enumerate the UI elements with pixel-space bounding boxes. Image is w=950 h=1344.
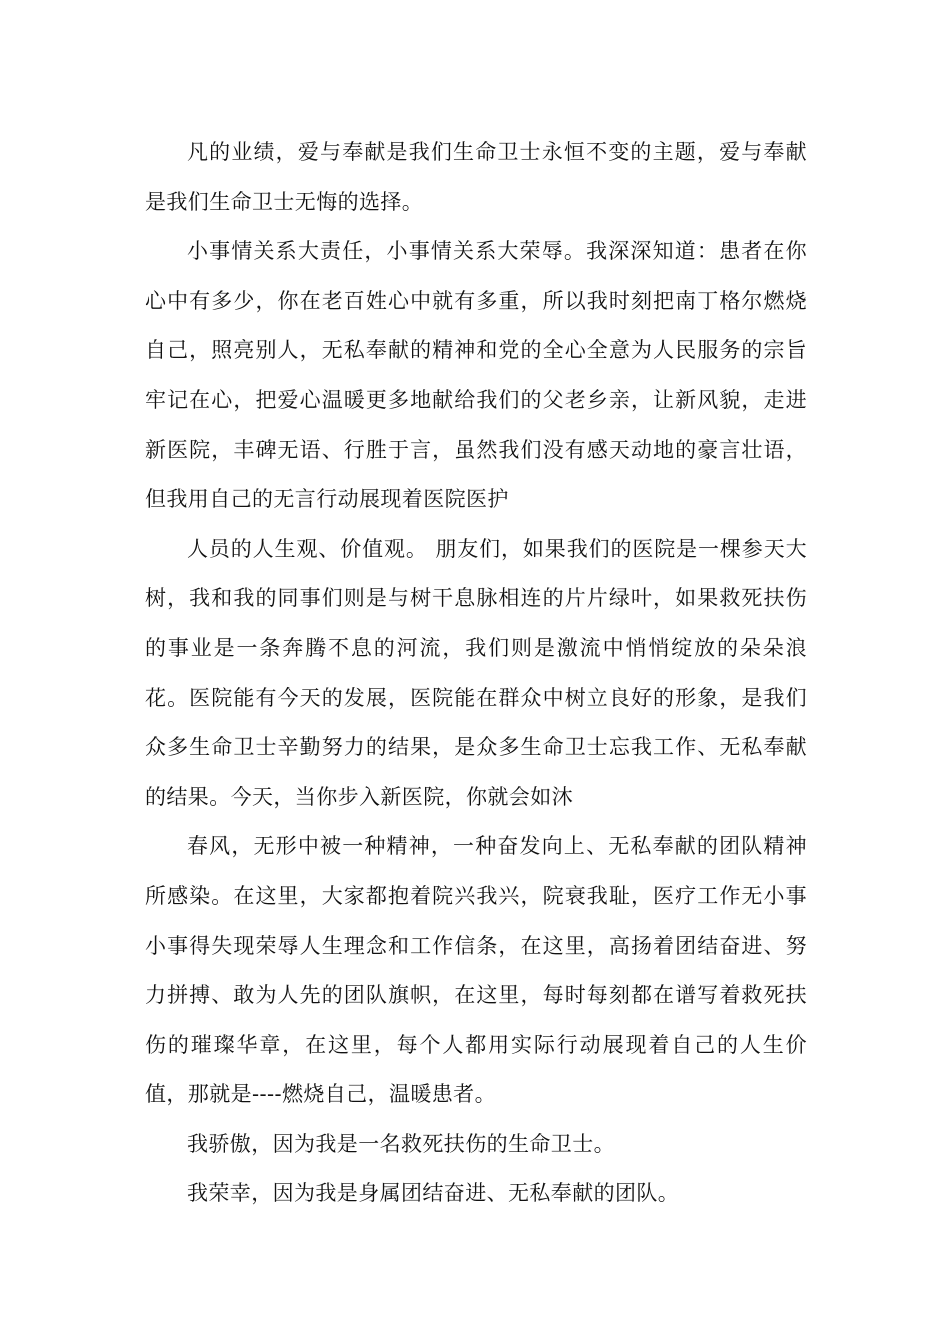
paragraph-2: 小事情关系大责任，小事情关系大荣辱。我深深知道：患者在你心中有多少，你在老百姓心中就有多重，所以我时刻把南丁格尔燃烧自己，照亮别人，无私奉献的精神和党的全心全意为人民服务的宗旨牢记在心，把爱心温暖更多地献给我们的父老乡亲，让新风貌，走进新医院，丰碑无语、行胜于言，虽然我们没有感天动地的豪言壮语，但我用自己的无言行动展现着医院医护 bbox=[145, 239, 807, 512]
paragraph-4: 春风，无形中被一种精神，一种奋发向上、无私奉献的团队精神所感染。在这里，大家都抱着院兴我兴，院衰我耻，医疗工作无小事小事得失现荣辱人生理念和工作信条，在这里，高扬着团结奋进、努力拼搏、敢为人先的团队旗帜，在这里，每时每刻都在谱写着救死扶伤的璀璨华章，在这里，每个人都用实际行动展现着自己的人生价值，那就是----燃烧自己，温暖患者。 bbox=[145, 834, 807, 1107]
document-body bbox=[145, 128, 807, 1219]
paragraph-5: 我骄傲，因为我是一名救死扶伤的生命卫士。 bbox=[187, 1131, 615, 1156]
paragraph-1: 凡的业绩，爱与奉献是我们生命卫士永恒不变的主题，爱与奉献是我们生命卫士无悔的选择。 bbox=[145, 140, 807, 214]
paragraph-6: 我荣幸，因为我是身属团结奋进、无私奉献的团队。 bbox=[187, 1181, 680, 1206]
paragraph-3: 人员的人生观、价值观。 朋友们，如果我们的医院是一棵参天大树，我和我的同事们则是与树干息脉相连的片片绿叶，如果救死扶伤的事业是一条奔腾不息的河流，我们则是激流中悄悄绽放的朵朵浪花。医院能有今天的发展，医院能在群众中树立良好的形象，是我们众多生命卫士辛勤努力的结果，是众多生命卫士忘我工作、无私奉献的结果。今天，当你步入新医院，你就会如沐 bbox=[145, 536, 807, 809]
